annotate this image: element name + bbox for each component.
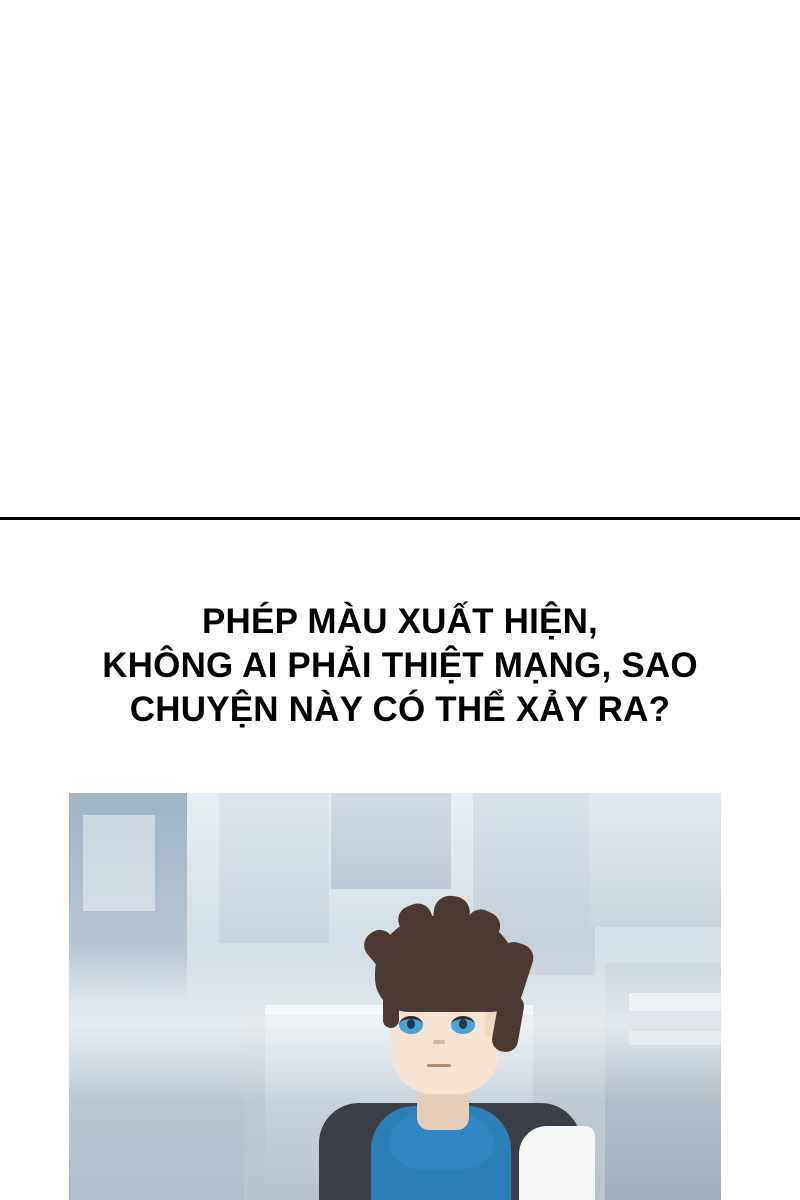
building-right-top bbox=[589, 793, 721, 927]
panel-divider bbox=[0, 517, 800, 520]
character-figure bbox=[305, 898, 595, 1200]
narration-line-2: KHÔNG AI PHẢI THIỆT MẠNG, SAO bbox=[102, 646, 698, 685]
character-mouth bbox=[427, 1064, 451, 1067]
illustration-panel bbox=[69, 793, 721, 1200]
building-left-window bbox=[83, 815, 155, 911]
character-pupil-left bbox=[407, 1019, 415, 1029]
character-white-sleeve bbox=[519, 1126, 595, 1200]
character-nose bbox=[433, 1040, 445, 1044]
narration-text bbox=[0, 600, 800, 732]
narration-line-1: PHÉP MÀU XUẤT HIỆN, bbox=[202, 602, 598, 641]
building-mid bbox=[331, 793, 451, 889]
narration-line-3: CHUYỆN NÀY CÓ THỂ XẢY RA? bbox=[129, 690, 671, 729]
blank-panel bbox=[0, 0, 800, 517]
character-pupil-right bbox=[459, 1019, 467, 1029]
